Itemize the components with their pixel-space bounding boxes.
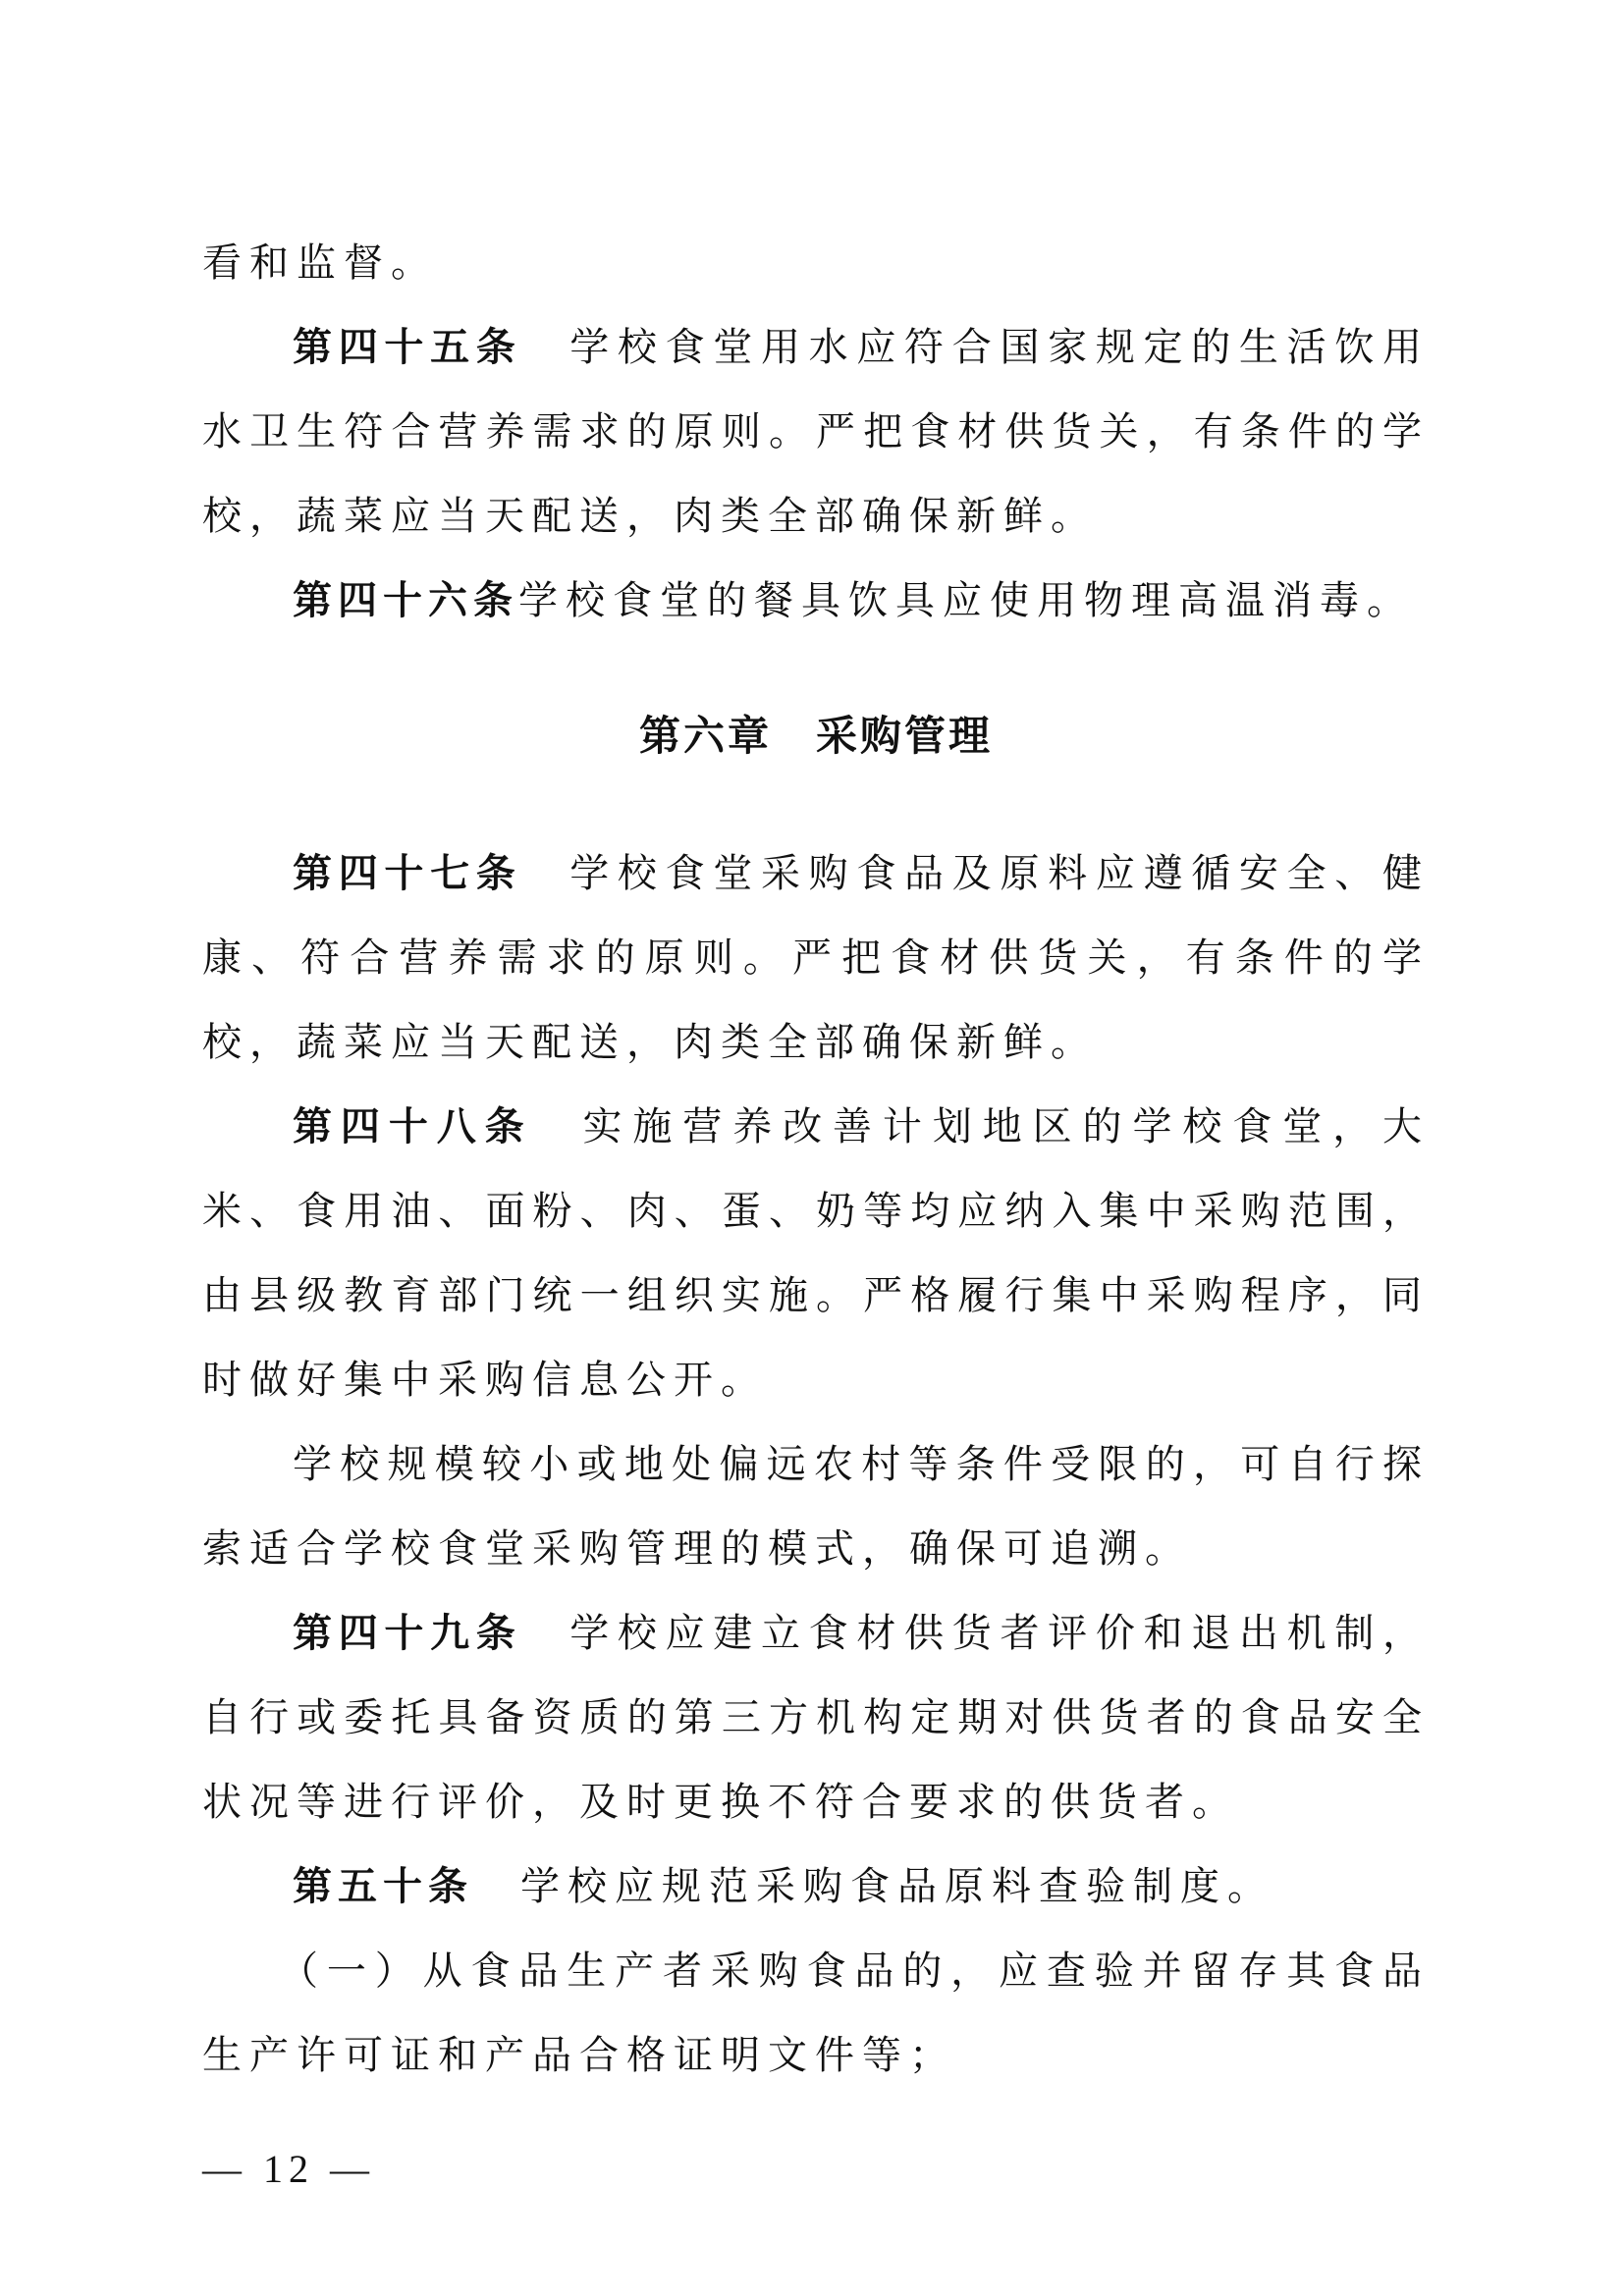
article-45 [202,305,1430,559]
paragraph [202,1422,1430,1591]
article-50 [202,1844,1430,1929]
article-heading: 第四十五条 [293,325,522,370]
article-text: 学校食堂用水应符合国家规定的生活饮用水卫生符合营养需求的原则。严把食材供货关，有条件的学校，蔬菜应当天配送，肉类全部确保新鲜。 [202,325,1431,539]
chapter-title: 第六章 采购管理 [638,712,993,760]
article-heading: 第四十六条 [293,578,518,623]
list-item-text: （一）从食品生产者采购食品的，应查验并留存其食品生产许可证和产品合格证明文件等； [202,1949,1430,2078]
article-text: 学校食堂采购食品及原料应遵循安全、健康、符合营养需求的原则。严把食材供货关，有条件的学校，蔬菜应当天配送，肉类全部确保新鲜。 [202,851,1431,1065]
article-heading: 第四十八条 [293,1104,533,1149]
paragraph-continuation [202,221,1430,305]
article-separator [533,1104,583,1149]
spacer [202,778,1430,831]
spacer [202,643,1430,694]
article-48 [202,1085,1430,1422]
article-heading: 第四十七条 [293,851,522,896]
article-text: 学校食堂的餐具饮具应使用物理高温消毒。 [518,578,1414,623]
article-text: 学校应建立食材供货者评价和退出机制，自行或委托具备资质的第三方机构定期对供货者的食品安全状况等进行评价，及时更换不符合要求的供货者。 [202,1611,1431,1825]
article-46 [202,559,1430,643]
article-separator [521,1611,569,1656]
paragraph-text: 看和监督。 [202,240,438,286]
page-number: — 12 — [202,2147,375,2191]
article-text: 实施营养改善计划地区的学校食堂，大米、食用油、面粉、肉、蛋、奶等均应纳入集中采购范围，由县级教育部门统一组织实施。严格履行集中采购程序，同时做好集中采购信息公开。 [202,1104,1431,1403]
list-item [202,1929,1430,2098]
article-separator [521,851,569,896]
article-49 [202,1591,1430,1844]
article-separator [521,325,569,370]
article-heading: 第五十条 [293,1864,473,1909]
document-body [202,221,1430,2098]
article-47 [202,831,1430,1085]
article-heading: 第四十九条 [293,1611,522,1656]
article-separator [473,1864,520,1909]
article-text: 学校应规范采购食品原料查验制度。 [520,1864,1274,1909]
paragraph-text: 学校规模较小或地处偏远农村等条件受限的，可自行探索适合学校食堂采购管理的模式，确保可追溯。 [202,1442,1430,1572]
